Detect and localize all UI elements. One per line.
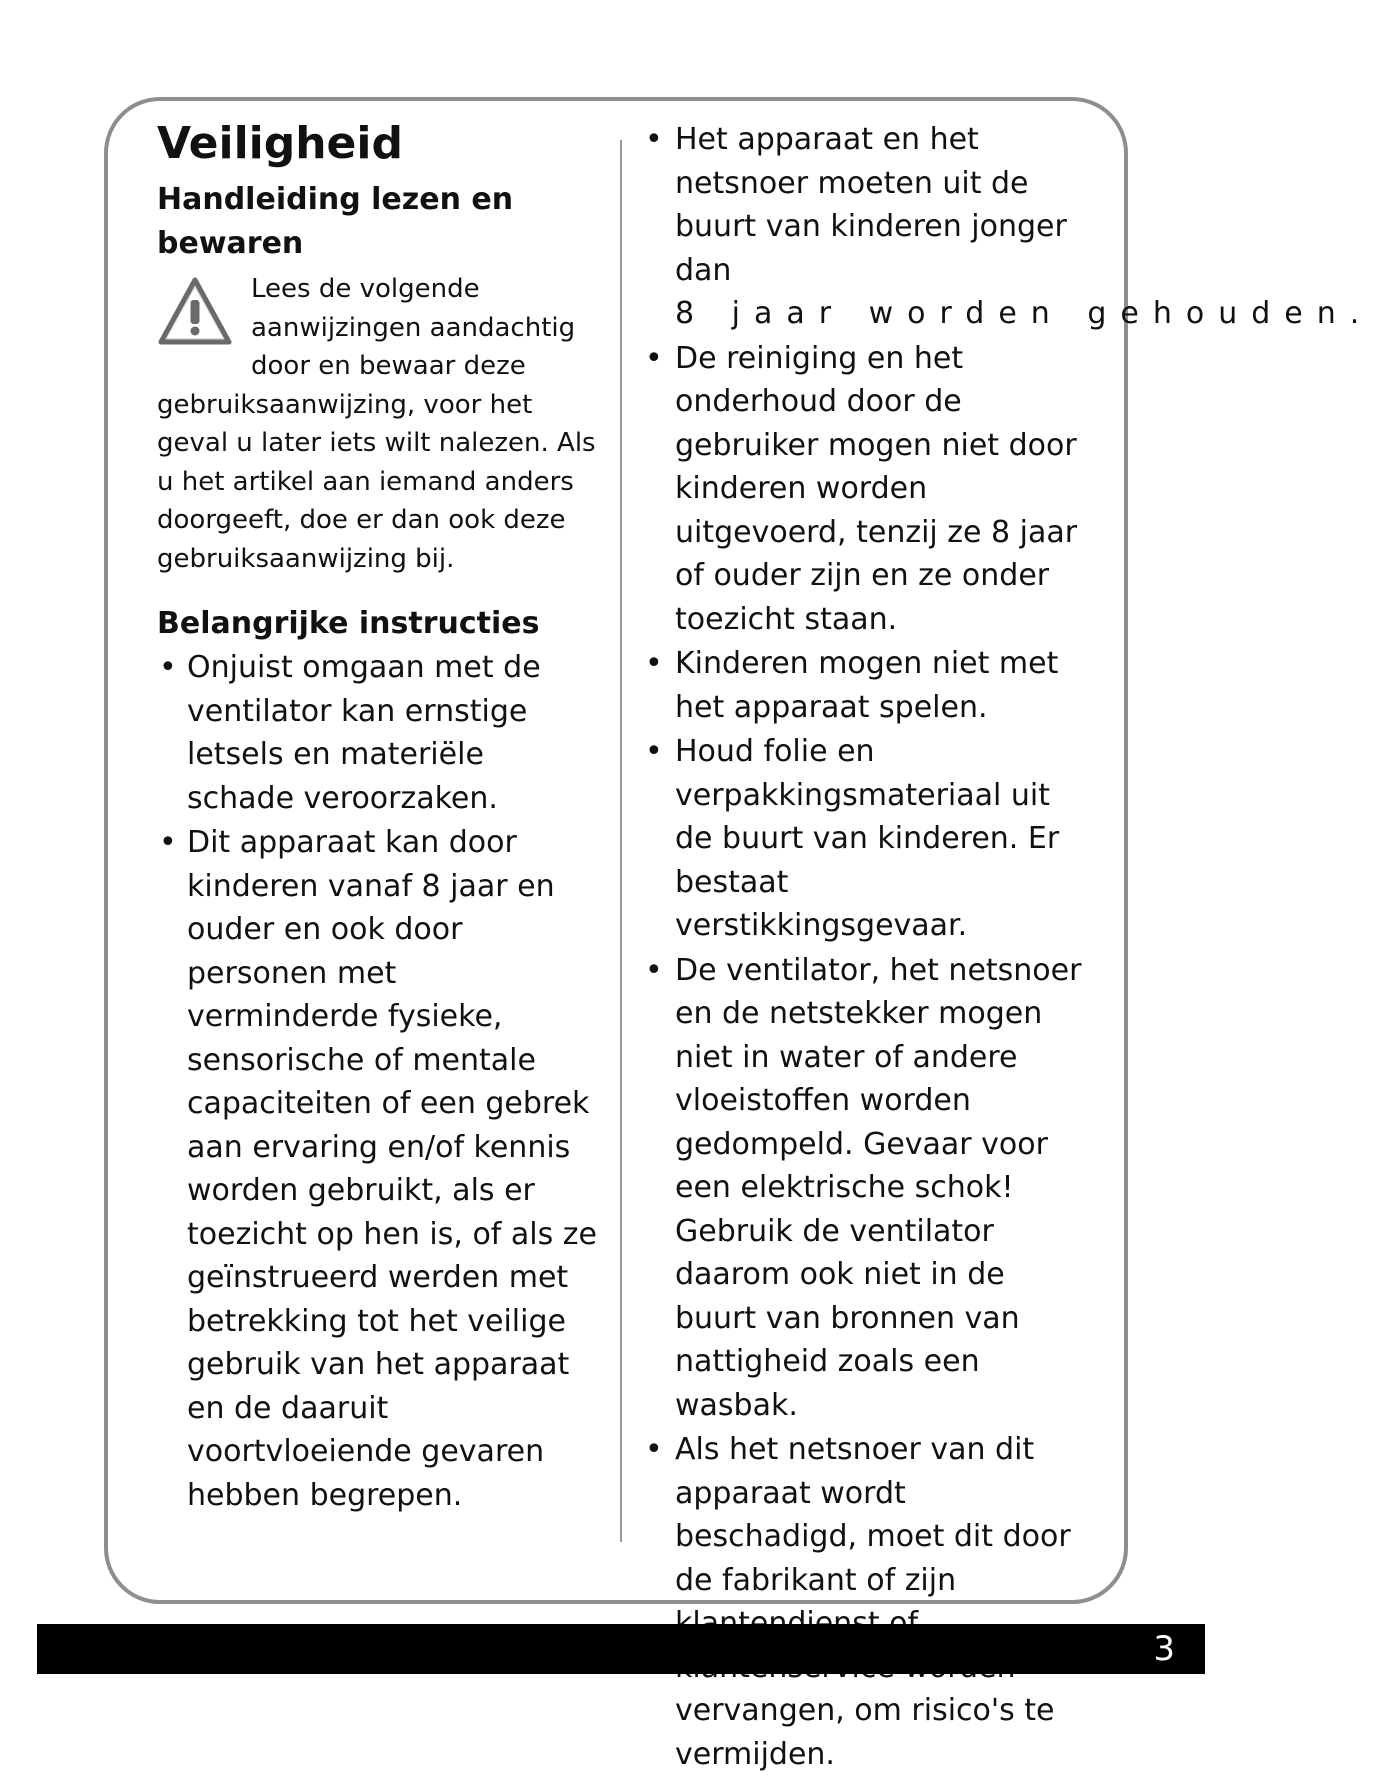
bullet-icon: • — [645, 122, 663, 157]
read-manual-text: Lees de volgende aanwijzingen aandachtig door en bewaar deze gebruiksaanwijzing, voor het geval u later iets wilt nalezen. Als u het artikel aan iemand anders doorgeeft, doe er dan ook deze gebruiksaanwijzing bij. — [157, 274, 596, 574]
left-column — [157, 112, 597, 1517]
list-item-text: De reiniging en het onderhoud door de gebruiker mogen niet door kinderen worden uitgevoerd, tenzij ze 8 jaar of ouder zijn en ze onder toezicht staan. — [675, 340, 1078, 637]
important-instructions-list — [157, 646, 597, 1517]
list-item-text: De ventilator, het netsnoer en de netstekker mogen niet in water of andere vloeistoffen worden gedompeld. Gevaar voor een elektrische schok! Gebruik de ventilator daarom ook niet in de buurt van bronnen van nattigheid zoals een wasbak. — [675, 952, 1082, 1423]
list-item — [643, 730, 1083, 948]
bullet-icon: • — [645, 952, 663, 988]
heading-line: Handleiding lezen en — [157, 182, 514, 217]
list-item — [643, 642, 1083, 729]
page-title: Veiligheid — [157, 118, 403, 169]
bullet-icon: • — [159, 825, 177, 860]
list-item-text: Kinderen mogen niet met het apparaat spelen. — [675, 646, 1059, 725]
list-item — [157, 646, 597, 820]
section-heading-important: Belangrijke instructies — [157, 606, 540, 641]
list-item-text: Dit apparaat kan door kinderen vanaf 8 jaar en ouder en ook door personen met verminderde fysieke, sensorische of mentale capaciteiten of een gebrek aan ervaring en/of kennis worden gebruikt, als er toezicht op hen is, of als ze geïnstrueerd werden met betrekking tot het veilige gebruik van het apparaat en de daaruit voortvloeiende gevaren hebben begrepen. — [187, 825, 597, 1513]
list-item-text: Onjuist omgaan met de ventilator kan ernstige letsels en materiële schade veroorzaken. — [187, 650, 541, 816]
column-divider — [620, 140, 622, 1542]
heading-line: bewaren — [157, 226, 304, 261]
list-item-text: Als het netsnoer van dit apparaat wordt beschadigd, moet dit door de fabrikant of zijn vervangen, om risico's te vermijden. — [675, 1432, 1071, 1772]
safety-list — [643, 118, 1373, 1776]
list-item — [643, 118, 1373, 336]
right-column — [643, 118, 1373, 1776]
list-item-text-tail: 8 jaar worden gehouden. — [675, 296, 1373, 331]
bullet-icon: • — [645, 340, 663, 376]
list-item — [157, 821, 597, 1517]
warning-triangle-icon — [157, 276, 233, 348]
list-item-text: Het apparaat en het netsnoer moeten uit de buurt van kinderen jonger dan — [675, 122, 1067, 288]
bullet-icon: • — [645, 646, 663, 681]
bullet-icon: • — [645, 1432, 663, 1467]
bullet-icon: • — [645, 734, 663, 769]
list-item — [643, 337, 1083, 642]
footer-bar — [37, 1624, 1205, 1674]
bullet-icon: • — [159, 650, 177, 685]
warning-block — [157, 270, 597, 578]
list-item — [643, 949, 1083, 1428]
page-number: 3 — [1153, 1629, 1175, 1669]
section-heading-read-manual — [157, 178, 597, 266]
list-item-text: Houd folie en verpakkingsmateriaal uit de buurt van kinderen. Er bestaat verstikkingsgevaar. — [675, 734, 1060, 943]
list-item — [643, 1428, 1083, 1776]
